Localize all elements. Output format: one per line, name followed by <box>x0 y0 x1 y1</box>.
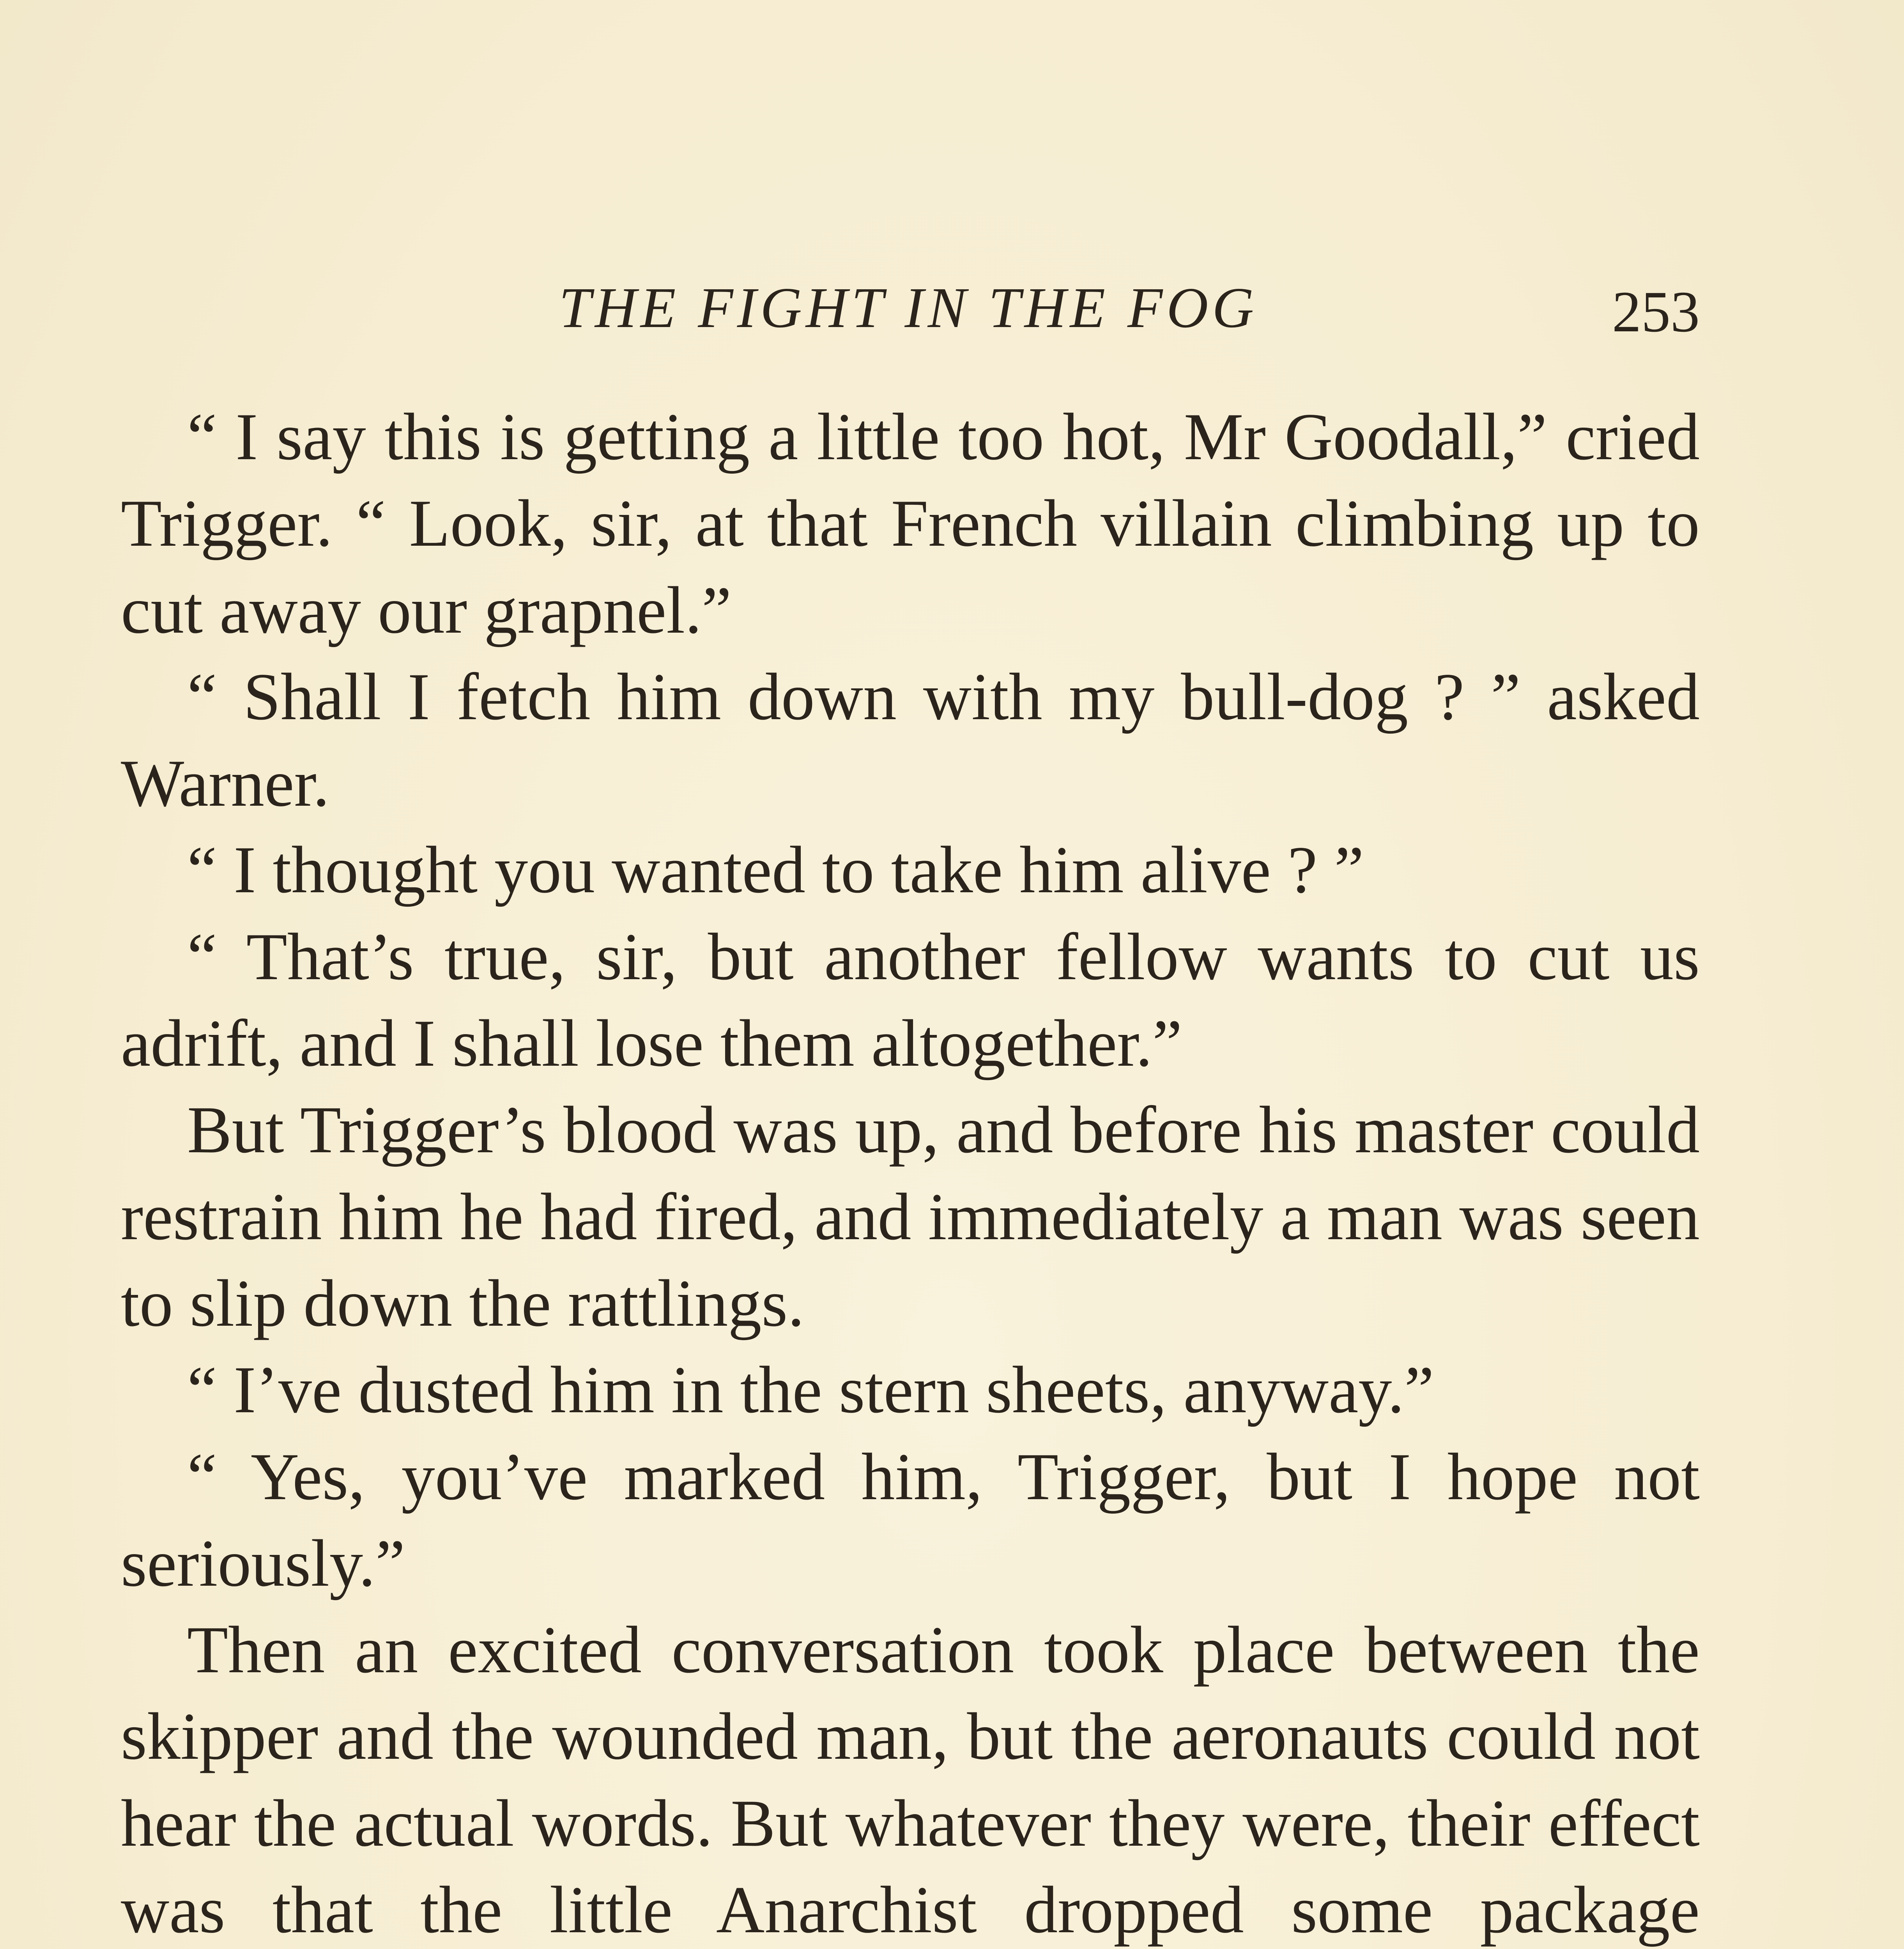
running-title: THE FIGHT IN THE FOG <box>559 276 1258 340</box>
paragraph: But Trigger’s blood was up, and before his master could restrain him he had fired, and immediately a man was seen to slip down the rattlings. <box>121 1093 1700 1341</box>
paragraph: “ I’ve dusted him in the stern sheets, anyway.” <box>187 1353 1434 1427</box>
paragraph: “ I say this is getting a little too hot, Mr Goodall,” cried Trigger. “ Look, sir, at that French villain climbing up to cut away our grapnel.” <box>121 400 1700 647</box>
paragraph: “ That’s true, sir, but another fellow wants to cut us adrift, and I shall lose them altogether.” <box>121 920 1700 1081</box>
page-header <box>117 265 1700 351</box>
body-text <box>121 394 1700 1949</box>
page-number: 253 <box>1612 279 1700 344</box>
paragraph: “ Shall I fetch him down with my bull-dog ? ” asked Warner. <box>121 660 1700 821</box>
paragraph: “ Yes, you’ve marked him, Trigger, but I hope not seriously.” <box>121 1440 1700 1601</box>
paragraph: “ I thought you wanted to take him alive ? ” <box>187 833 1364 907</box>
paragraph: Then an excited conversation took place between the skipper and the wounded man, but the aeronauts could not hear the actual words. But whatever they were, their effect was that the little Anarchist dropped some package <box>121 1613 1700 1947</box>
